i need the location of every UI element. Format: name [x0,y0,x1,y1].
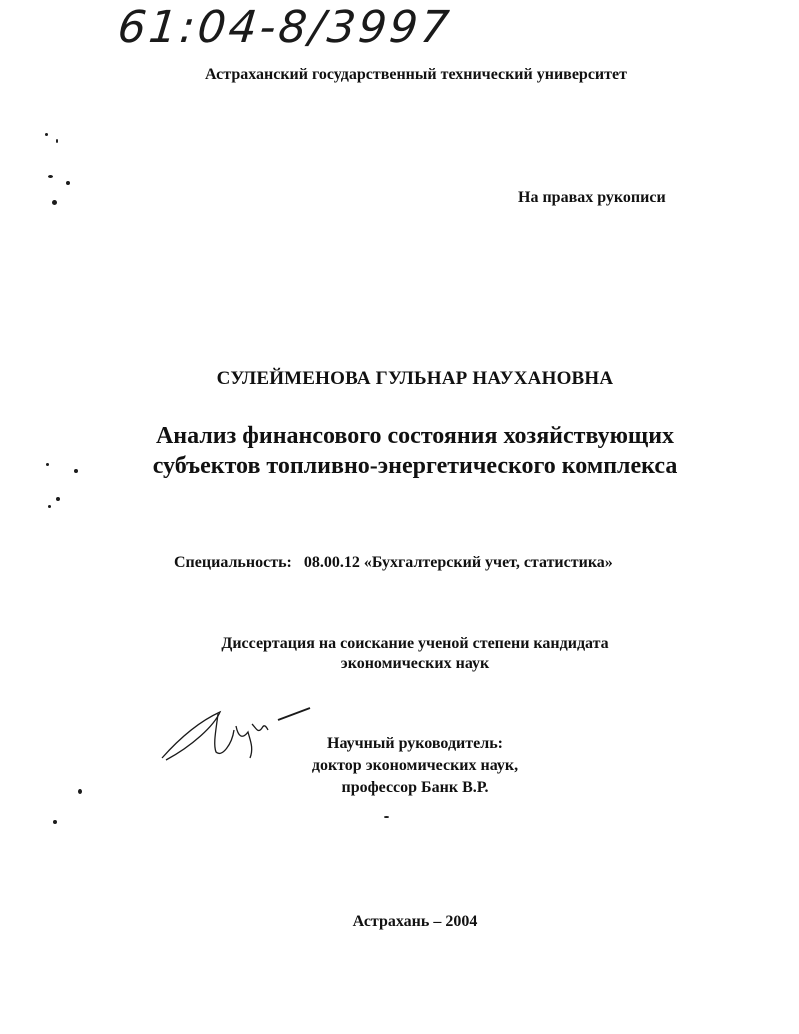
scan-speck [384,816,389,818]
supervisor-block [0,733,799,799]
university-name: Астраханский государственный технический университет [205,66,627,83]
specialty-value: 08.00.12 «Бухгалтерский учет, статистика» [303,554,613,571]
scan-speck [56,497,60,501]
specialty [174,554,613,572]
scan-speck [66,181,70,185]
scan-speck [56,139,58,143]
thesis-title-line-2: субъектов топливно-энергетического комплекса [152,453,678,479]
supervisor-line-3: профессор Банк В.Р. [341,779,489,796]
manuscript-note: На правах рукописи [518,189,666,206]
author-name: СУЛЕЙМЕНОВА ГУЛЬНАР НАУХАНОВНА [216,368,614,389]
degree-statement [0,634,799,674]
scan-speck [48,175,53,178]
archive-code-handwritten: 61:04-8/3997 [115,2,455,53]
supervisor-line-2: доктор экономических наук, [311,757,519,774]
scan-speck [46,463,49,466]
scan-speck [74,469,78,473]
degree-line-1: Диссертация на соискание ученой степени кандидата [221,635,609,652]
thesis-title-line-1: Анализ финансового состояния хозяйствующих [155,423,675,449]
scan-speck [45,133,48,136]
scan-speck [78,789,82,794]
supervisor-line-1: Научный руководитель: [327,735,503,752]
scan-speck [52,200,57,205]
specialty-label: Специальность: [174,554,292,571]
scan-speck [48,505,51,508]
thesis-title [0,421,799,481]
city-year: Астрахань – 2004 [352,913,478,930]
degree-line-2: экономических наук [340,655,490,672]
scan-speck [53,820,57,824]
